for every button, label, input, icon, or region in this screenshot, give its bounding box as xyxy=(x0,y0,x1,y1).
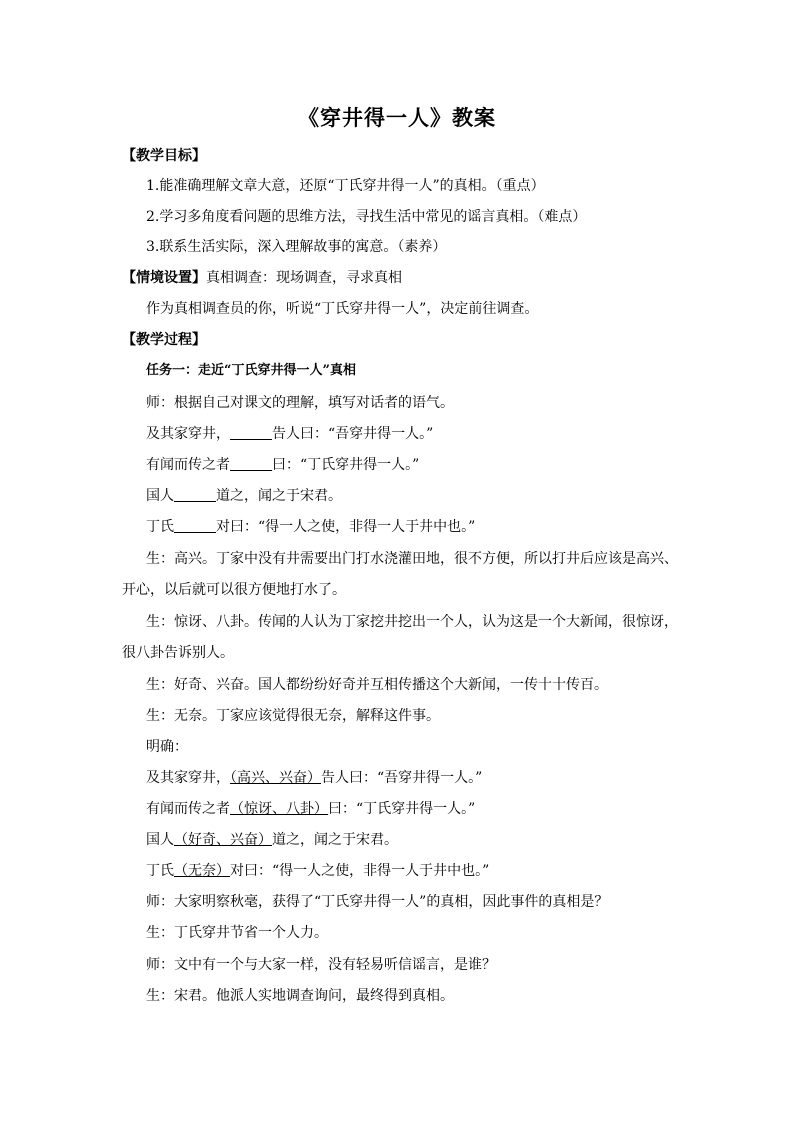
answer-post: 曰：“丁氏穿井得一人。” xyxy=(328,801,476,817)
answer-line-1 xyxy=(146,769,482,787)
student-5: 生：丁氏穿井节省一个人力。 xyxy=(146,925,328,941)
answer-underlined: （好奇、兴奋） xyxy=(174,832,272,848)
answer-post: 道之，闻之于宋君。 xyxy=(272,832,398,848)
teacher-line-3: 师：文中有一个与大家一样，没有轻易听信谣言，是谁？ xyxy=(146,957,496,973)
goal-item-1: 1.能准确理解文章大意，还原“丁氏穿井得一人”的真相。（重点） xyxy=(146,178,545,194)
clarify-label: 明确： xyxy=(146,739,188,755)
student-1-line-1: 生：高兴。丁家中没有井需要出门打水浇灌田地，很不方便，所以打井后应该是高兴、 xyxy=(146,551,678,567)
answer-underlined: （惊讶、八卦） xyxy=(230,801,328,817)
fill-blank xyxy=(230,456,272,471)
fill-post: 对曰：“得一人之使，非得一人于井中也。” xyxy=(216,519,476,535)
fill-post: 道之，闻之于宋君。 xyxy=(216,488,342,504)
answer-underlined: （无奈） xyxy=(174,863,230,879)
answer-post: 对曰：“得一人之使，非得一人于井中也。” xyxy=(230,863,490,879)
process-header: 【教学过程】 xyxy=(122,332,206,348)
situation-header-rest: 真相调查：现场调查，寻求真相 xyxy=(206,270,402,286)
fill-line-2 xyxy=(146,456,419,474)
situation-line xyxy=(122,269,402,287)
student-1-line-2: 开心，以后就可以很方便地打水了。 xyxy=(122,582,346,598)
student-6: 生：宋君。他派人实地调查询问，最终得到真相。 xyxy=(146,988,454,1004)
fill-pre: 及其家穿井， xyxy=(146,426,230,442)
task1-heading: 任务一：走近“丁氏穿井得一人”真相 xyxy=(146,363,356,378)
answer-pre: 及其家穿井， xyxy=(146,770,230,786)
student-2-line-2: 很八卦告诉别人。 xyxy=(122,645,234,661)
fill-pre: 丁氏 xyxy=(146,519,174,535)
fill-post: 曰：“丁氏穿井得一人。” xyxy=(272,457,420,473)
fill-blank xyxy=(174,518,216,533)
answer-pre: 丁氏 xyxy=(146,863,174,879)
goals-header: 【教学目标】 xyxy=(122,148,206,164)
answer-line-3 xyxy=(146,831,398,849)
document-title: 《穿井得一人》教案 xyxy=(298,106,496,130)
fill-post: 告人曰：“吾穿井得一人。” xyxy=(272,426,434,442)
fill-line-3 xyxy=(146,487,342,505)
student-4: 生：无奈。丁家应该觉得很无奈，解释这件事。 xyxy=(146,708,440,724)
answer-post: 告人曰：“吾穿井得一人。” xyxy=(321,770,483,786)
goal-item-2: 2.学习多角度看问题的思维方法，寻找生活中常见的谣言真相。（难点） xyxy=(146,209,587,225)
fill-blank xyxy=(174,487,216,502)
situation-text: 作为真相调查员的你，听说“丁氏穿井得一人”，决定前往调查。 xyxy=(146,301,539,317)
answer-line-4 xyxy=(146,862,489,880)
teacher-line-2: 师：大家明察秋毫，获得了“丁氏穿井得一人”的真相，因此事件的真相是？ xyxy=(146,894,609,910)
situation-header: 【情境设置】 xyxy=(122,270,206,286)
fill-line-1 xyxy=(146,425,433,443)
answer-underlined: （高兴、兴奋） xyxy=(230,770,321,786)
fill-pre: 有闻而传之者 xyxy=(146,457,230,473)
answer-pre: 国人 xyxy=(146,832,174,848)
student-3: 生：好奇、兴奋。国人都纷纷好奇并互相传播这个大新闻，一传十十传百。 xyxy=(146,677,608,693)
answer-line-2 xyxy=(146,800,475,818)
fill-pre: 国人 xyxy=(146,488,174,504)
fill-line-4 xyxy=(146,518,475,536)
teacher-line-1: 师：根据自己对课文的理解，填写对话者的语气。 xyxy=(146,395,454,411)
goal-item-3: 3.联系生活实际，深入理解故事的寓意。（素养） xyxy=(146,239,447,255)
student-2-line-1: 生：惊讶、八卦。传闻的人认为丁家挖井挖出一个人，认为这是一个大新闻，很惊讶， xyxy=(146,614,678,630)
answer-pre: 有闻而传之者 xyxy=(146,801,230,817)
fill-blank xyxy=(230,425,272,440)
